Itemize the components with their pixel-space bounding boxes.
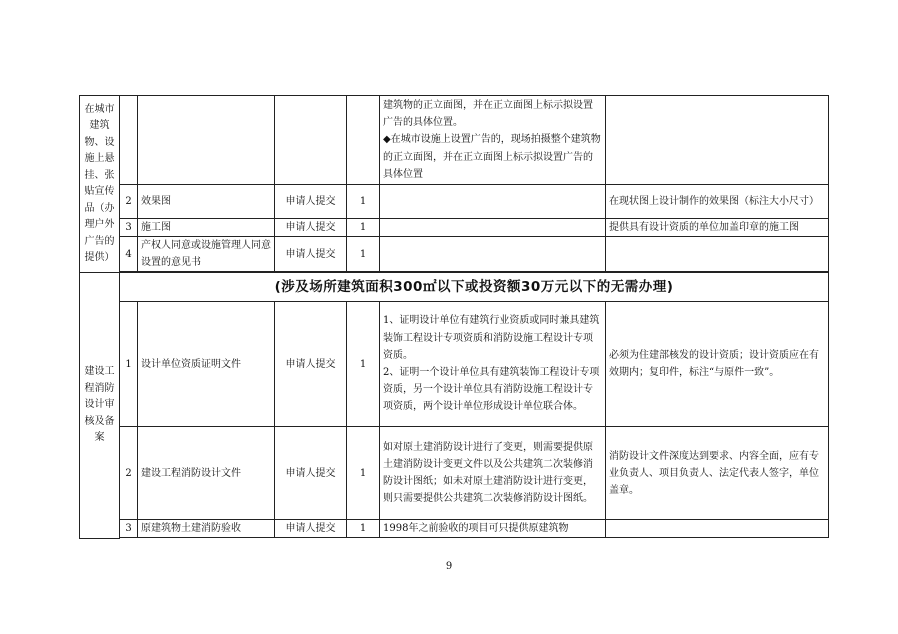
item-count: 1 [347, 520, 380, 538]
materials-table [79, 95, 829, 539]
item-remark: 提供具有设计资质的单位加盖印章的施工图 [606, 219, 829, 237]
item-number: 4 [120, 237, 138, 272]
table-row [80, 302, 829, 427]
item-remark: 必须为住建部核发的设计资质；设计资质应在有效期内；复印件，标注“与原件一致”。 [606, 302, 829, 427]
table-row [80, 185, 829, 219]
description-paragraph: 2、证明一个设计单位具有建筑装饰工程设计专项资质，另一个设计单位具有消防设施工程设计专项资质，两个设计单位形成设计单位联合体。 [383, 367, 600, 413]
item-remark [606, 520, 829, 538]
description-paragraph: 1、证明设计单位有建筑行业资质或同时兼具建筑装饰工程设计专项资质和消防设施工程设计专项资质。 [383, 315, 600, 361]
item-submitter: 申请人提交 [275, 237, 347, 272]
item-count: 1 [347, 237, 380, 272]
item-name: 产权人同意或设施管理人同意设置的意见书 [138, 237, 275, 272]
item-name: 效果图 [138, 185, 275, 219]
table-row [80, 427, 829, 520]
table-row [80, 96, 829, 185]
item-count: 1 [347, 185, 380, 219]
item-count: 1 [347, 302, 380, 427]
item-submitter: 申请人提交 [275, 302, 347, 427]
item-submitter [275, 96, 347, 185]
page-number: 9 [445, 561, 453, 572]
item-number: 1 [120, 302, 138, 427]
item-remark: 在现状图上设计制作的效果图（标注大小尺寸） [606, 185, 829, 219]
item-number: 3 [120, 219, 138, 237]
item-name: 原建筑物土建消防验收 [138, 520, 275, 538]
item-submitter: 申请人提交 [275, 427, 347, 520]
item-description: 如对原土建消防设计进行了变更，则需要提供原土建消防设计变更文件以及公共建筑二次装修消防设计图纸；如未对原土建消防设计进行变更，则只需要提供公共建筑二次装修消防设计图纸。 [380, 427, 606, 520]
table-row [80, 520, 829, 538]
item-remark [606, 96, 829, 185]
item-name: 施工图 [138, 219, 275, 237]
item-name [138, 96, 275, 185]
section-header: (涉及场所建筑面积300㎡以下或投资额30万元以下的无需办理) [120, 273, 829, 302]
item-description: 1998年之前验收的项目可只提供原建筑物 [380, 520, 606, 538]
description-paragraph: 建筑物的正立面图，并在正立面图上标示拟设置广告的具体位置。 [383, 100, 593, 129]
item-description [380, 237, 606, 272]
item-remark [606, 237, 829, 272]
item-description [380, 302, 606, 427]
category-cell: 在城市建筑物、设施上悬挂、张贴宣传品（办理户外广告的提供） [80, 96, 120, 273]
item-remark: 消防设计文件深度达到要求、内容全面，应有专业负责人、项目负责人、法定代表人签字，单位盖章。 [606, 427, 829, 520]
item-number: 2 [120, 185, 138, 219]
item-submitter: 申请人提交 [275, 219, 347, 237]
item-count: 1 [347, 219, 380, 237]
item-number: 2 [120, 427, 138, 520]
table-row [80, 237, 829, 272]
item-submitter: 申请人提交 [275, 520, 347, 538]
item-name: 建设工程消防设计文件 [138, 427, 275, 520]
item-name: 设计单位资质证明文件 [138, 302, 275, 427]
item-description [380, 219, 606, 237]
item-submitter: 申请人提交 [275, 185, 347, 219]
item-description [380, 185, 606, 219]
category-cell: 建设工程消防设计审核及备案 [80, 273, 120, 539]
item-count [347, 96, 380, 185]
item-number: 3 [120, 520, 138, 538]
section-header-row [80, 273, 829, 302]
item-count: 1 [347, 427, 380, 520]
table-row [80, 219, 829, 237]
description-paragraph: ◆在城市设施上设置广告的，现场拍摄整个建筑物的正立面图，并在正立面图上标示拟设置广告的具体位置 [383, 134, 601, 180]
item-description [380, 96, 606, 185]
item-number [120, 96, 138, 185]
